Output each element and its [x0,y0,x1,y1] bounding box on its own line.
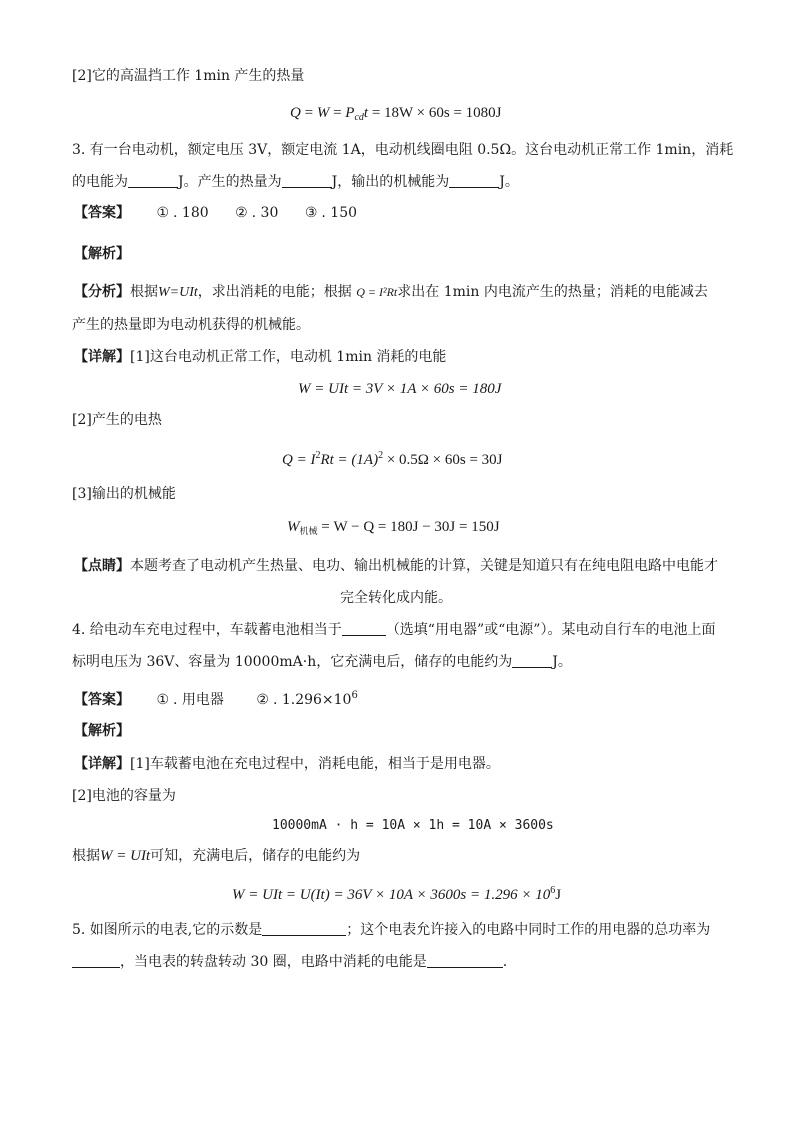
text: J。产生的热量为 [178,174,282,190]
answer-blank [512,653,552,668]
answer-blank [449,173,499,188]
option-marker: ③ [304,205,318,221]
dianjing-line-2: 完全转化成内能。 [340,590,452,606]
eq-rest: = 18W × 60s = 1080J [368,105,502,121]
eq-w: W [287,519,300,535]
text: J。 [552,654,572,670]
answer-value: . 180 [173,205,209,221]
text: ，当电表的转盘转动 30 圈，电路中消耗的电能是 [120,954,427,970]
answer-value: . 30 [251,205,279,221]
option-marker: ② [256,692,269,708]
detail-label: 【详解】 [74,349,130,365]
detail-line [74,347,446,367]
answer-blank [342,621,386,636]
text: 根据 [130,284,158,300]
text: . [502,954,508,970]
paragraph-line [72,846,360,866]
eq-sup: 2 [378,450,384,461]
text: 可知，充满电后，储存的电能约为 [150,848,361,864]
formula: Q = I²Rt [356,285,398,299]
formula: W=UIt [158,285,198,300]
text: J，输出的机械能为 [331,174,450,190]
text: ，求出消耗的电能；根据 [197,284,352,300]
option-marker: ① [156,692,170,708]
eq-sup: 6 [550,885,556,896]
answer-value: . 150 [321,205,358,221]
formula: W = UIt [100,848,151,864]
text: ；这个电表允许接入的电路中同时工作的用电器的总功率为 [346,922,711,938]
text: J。 [499,174,519,190]
equation-heat [290,102,502,129]
answer-value: . 1.296×10 [272,692,352,708]
eq-part: Rt = (1A) [320,452,379,468]
text: [1]车载蓄电池在充电过程中，消耗电能，相当于是用电器。 [130,756,500,772]
text: [1]这台电动机正常工作，电动机 1min 消耗的电能 [130,349,447,365]
eq-part: × 0.5Ω × 60s = 30J [383,452,503,468]
eq-sign: = [329,105,346,121]
equation-stored-energy [232,880,561,906]
fenxi-label: 【分析】 [74,284,130,300]
analysis-label: 【解析】 [74,723,130,739]
eq-w: W [316,105,330,121]
answer-value: . 用电器 [173,692,224,708]
answer-blank [262,921,346,936]
eq-sign: = [300,105,317,121]
detail-line [74,754,500,774]
eq-p: P [345,105,355,121]
answer-label: 【答案】 [74,205,130,221]
eq-t: t [363,105,369,121]
dianjing-label: 【点睛】 [74,558,130,574]
answer-row-3 [74,203,357,223]
dianjing-line-1 [74,556,718,576]
question-4-line-2 [72,652,572,672]
answer-blank [72,953,120,968]
paragraph-line: [2]它的高温挡工作 1min 产生的热量 [72,68,305,84]
question-3-line-1: 3. 有一台电动机，额定电压 3V，额定电流 1A，电动机线圈电阻 0.5Ω。这台电动机正常工作 1min，消耗 [72,142,734,158]
eq-part: Q = I [282,452,316,468]
text: 标明电压为 36V、容量为 10000mA·h，它充满电后，储存的电能约为 [72,654,513,670]
answer-blank [128,173,178,188]
text: 求出在 1min 内电流产生的热量；消耗的电能减去 [397,284,708,300]
equation-energy: W = UIt = 3V × 1A × 60s = 180J [298,381,502,397]
detail-label: 【详解】 [74,756,130,772]
eq-q: Q [290,105,301,121]
eq-rest: = W − Q = 180J − 30J = 150J [317,519,500,535]
text: 5. 如图所示的电表,它的示数是 [72,922,263,938]
paragraph-line: [2]电池的容量为 [72,788,176,804]
option-marker: ② [235,205,248,221]
answer-sup: 6 [351,690,358,701]
text: 本题考查了电动机产生热量、电功、输出机械能的计算，关键是知道只有在纯电阻电路中电能才 [130,558,718,574]
answer-row-4 [74,686,358,710]
question-4-line-1 [72,620,715,640]
equation-capacity: 10000mA · h = 10A × 1h = 10A × 3600s [272,818,554,833]
eq-part: W = UIt = U(It) = 36V × 10A × 3600s = 1.296 × 10 [232,887,551,903]
eq-sub: 机械 [299,527,318,537]
fenxi-line-2: 产生的热量即为电动机获得的机械能。 [72,317,310,333]
answer-label: 【答案】 [74,692,130,708]
paragraph-line: [3]输出的机械能 [72,486,176,502]
answer-blank [427,953,503,968]
question-3-line-2 [72,172,519,192]
fenxi-line-1 [74,282,708,303]
eq-sup: 2 [315,450,321,461]
text: （选填“用电器”或“电源”）。某电动自行车的电池上面 [385,622,716,638]
option-marker: ① [156,205,170,221]
analysis-label: 【解析】 [74,246,130,262]
answer-blank [282,173,332,188]
equation-heat-2 [282,445,503,471]
equation-mechanical [287,516,500,543]
question-5-line-2 [72,952,507,972]
eq-part: J [555,887,562,903]
text: 4. 给电动车充电过程中，车载蓄电池相当于 [72,622,342,638]
paragraph-line: [2]产生的电热 [72,412,162,428]
question-5-line-1 [72,920,710,940]
text: 的电能为 [72,174,128,190]
eq-p-sub: cd [354,112,364,123]
text: 根据 [72,848,100,864]
